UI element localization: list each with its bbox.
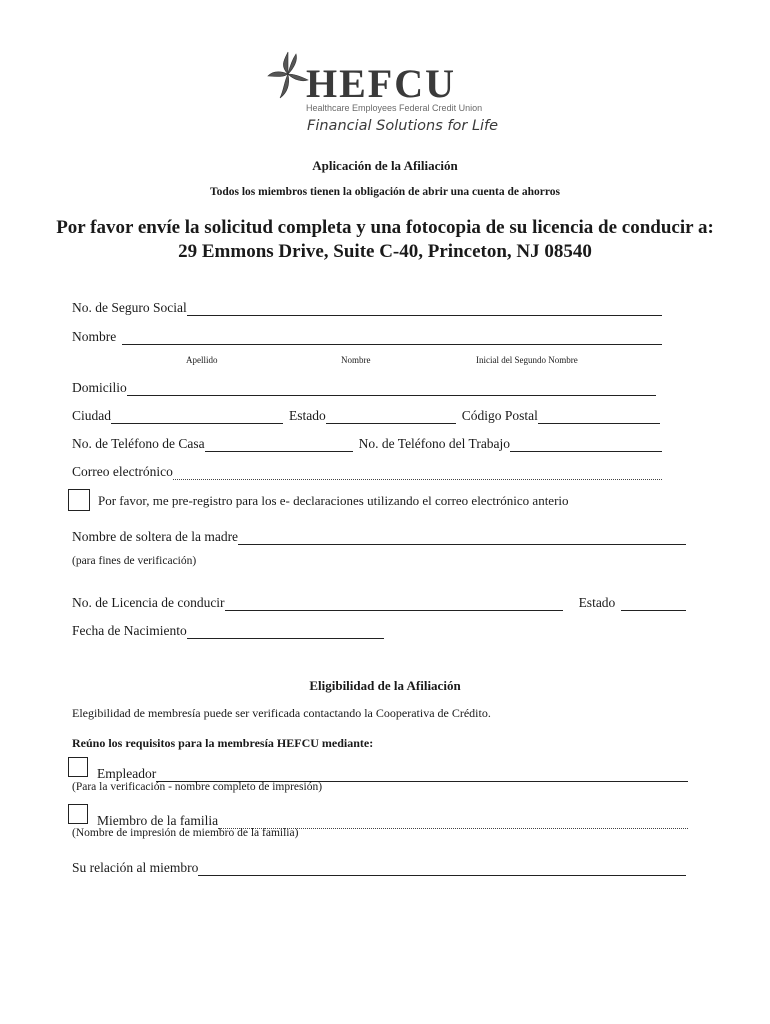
license-state-label: Estado [578,595,616,610]
relationship-label: Su relación al miembro [72,860,199,875]
home-phone-label: No. de Teléfono de Casa [72,436,205,451]
phone-row [72,434,662,452]
ssn-row [72,298,662,316]
employer-checkbox[interactable] [68,757,88,777]
sub-label-apellido: Apellido [186,355,218,365]
home-phone-field[interactable] [205,437,353,452]
maiden-name-field[interactable] [238,530,686,545]
eligibility-title: Eligibilidad de la Afiliación [309,678,461,693]
work-phone-field[interactable] [510,437,662,452]
name-label: Nombre [72,329,117,344]
relationship-field[interactable] [198,861,686,876]
instructions-address: 29 Emmons Drive, Suite C-40, Princeton, NJ 08540 [178,241,592,262]
address-label: Domicilio [72,380,127,395]
ssn-field[interactable] [187,301,662,316]
state-label: Estado [289,408,326,423]
city-field[interactable] [111,409,283,424]
state-field[interactable] [326,409,456,424]
license-field[interactable] [225,596,563,611]
email-label: Correo electrónico [72,464,173,479]
maiden-name-label: Nombre de soltera de la madre [72,529,239,544]
birthdate-label: Fecha de Nacimiento [72,623,187,638]
employer-label: Empleador [97,766,157,781]
zip-field[interactable] [538,409,660,424]
name-field[interactable] [122,330,662,345]
instructions [0,216,770,264]
sub-label-inicial: Inicial del Segundo Nombre [476,355,578,365]
city-row [72,406,660,424]
hefcu-logo-icon [266,50,310,100]
form-subtitle: Todos los miembros tienen la obligación de abrir una cuenta de ahorros [209,186,561,198]
address-field[interactable] [127,381,656,396]
brand-name: HEFCU [306,61,456,106]
brand-tagline: Financial Solutions for Life [307,118,499,134]
email-field[interactable] [173,465,662,480]
employer-field[interactable] [156,767,688,782]
eligibility-paragraph: Elegibilidad de membresía puede ser verificada contactando la Cooperativa de Crédito. [72,706,491,720]
employer-note: (Para la verificación - nombre completo de impresión) [72,781,323,793]
form-title: Aplicación de la Afiliación [312,158,458,173]
name-row [72,327,662,345]
city-label: Ciudad [72,408,111,423]
family-member-checkbox[interactable] [68,804,88,824]
estatements-checkbox[interactable] [68,489,90,511]
eligibility-requirement: Reúno los requisitos para la membresía HEFCU mediante: [72,736,374,750]
family-member-note: (Nombre de impresión de miembro de la familia) [72,827,299,839]
relationship-row [72,858,686,876]
zip-label: Código Postal [461,408,538,423]
brand-subtitle: Healthcare Employees Federal Credit Union [306,103,483,113]
license-label: No. de Licencia de conducir [72,595,225,610]
maiden-name-note: (para fines de verificación) [72,555,197,567]
sub-label-nombre: Nombre [341,355,371,365]
address-row [72,378,656,396]
license-row [72,593,686,611]
family-member-label: Miembro de la familia [97,813,219,828]
ssn-label: No. de Seguro Social [72,300,187,315]
instructions-line-1: Por favor envíe la solicitud completa y una fotocopia de su licencia de conducir a: [56,217,714,238]
estatements-label: Por favor, me pre-registro para los e- declaraciones utilizando el correo electrónico anterio [98,493,569,508]
employer-row [97,764,688,782]
birthdate-row [72,621,384,639]
work-phone-label: No. de Teléfono del Trabajo [358,436,511,451]
birthdate-field[interactable] [187,624,384,639]
license-state-field[interactable] [621,596,686,611]
email-row [72,462,662,480]
maiden-name-row [72,527,686,545]
